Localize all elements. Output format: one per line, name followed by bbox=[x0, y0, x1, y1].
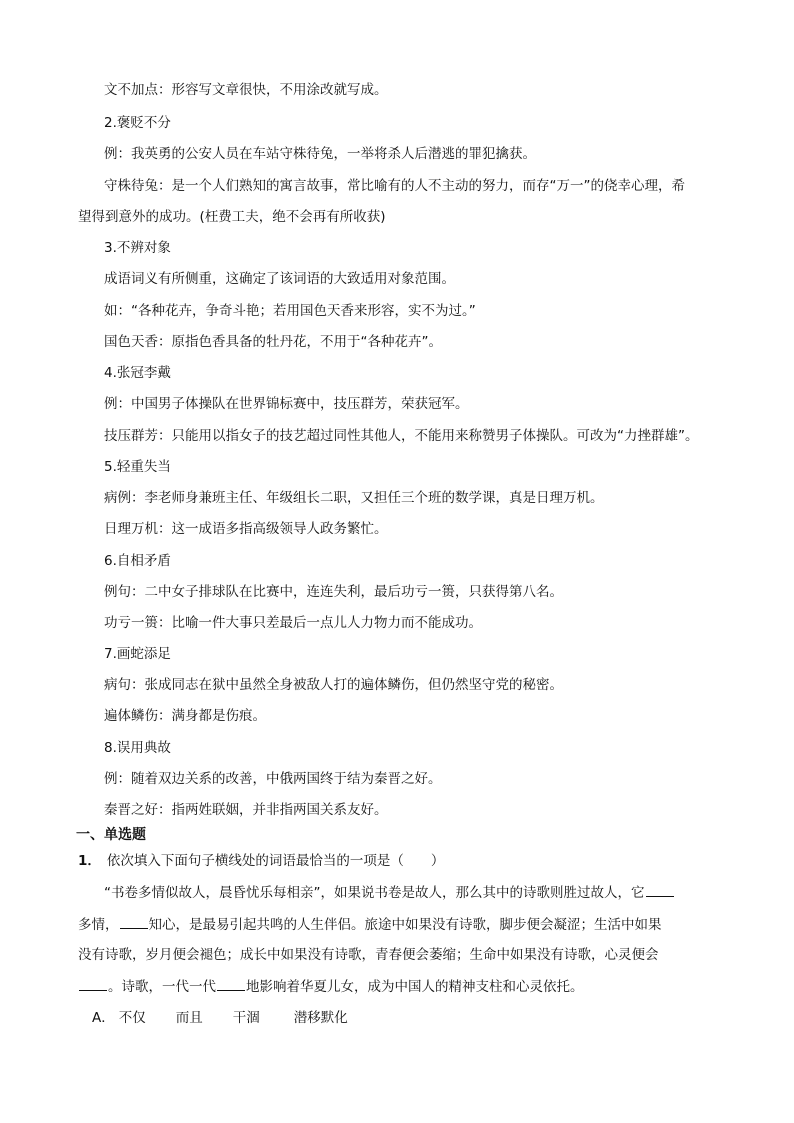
item-title: 2.褒贬不分 bbox=[104, 115, 171, 131]
question-number: 1． bbox=[78, 853, 101, 869]
option-word: 干涸 bbox=[232, 1010, 260, 1026]
item-example: 病例：李老师身兼班主任、年级组长二职，又担任三个班的数学课，真是日理万机。 bbox=[104, 490, 604, 506]
passage-text: 知心，是最易引起共鸣的人生伴侣。旅途中如果没有诗歌，脚步便会凝涩；生活中如果 bbox=[148, 917, 662, 933]
question-passage-line: 没有诗歌，岁月便会褪色；成长中如果没有诗歌，青春便会萎缩；生命中如果没有诗歌，心灵便会 bbox=[78, 947, 659, 963]
fill-blank-2 bbox=[120, 914, 148, 929]
item-title: 4.张冠李戴 bbox=[104, 365, 171, 381]
item-explanation: 功亏一篑：比喻一件大事只差最后一点儿人力物力而不能成功。 bbox=[104, 615, 482, 631]
item-title: 7.画蛇添足 bbox=[104, 646, 171, 662]
question-passage-line bbox=[104, 882, 675, 903]
item-title: 6.自相矛盾 bbox=[104, 553, 171, 569]
question-stem: 依次填入下面句子横线处的词语最恰当的一项是（ ） bbox=[106, 853, 445, 869]
item-explanation: 守株待兔：是一个人们熟知的寓言故事，常比喻有的人不主动的努力，而存“万一”的侥幸心理，希 bbox=[104, 178, 685, 194]
item-example: 例：随着双边关系的改善，中俄两国终于结为秦晋之好。 bbox=[104, 771, 442, 787]
passage-text: 多情， bbox=[78, 917, 119, 933]
option-word: 不仅 bbox=[118, 1010, 146, 1026]
passage-text: 地影响着华夏儿女，成为中国人的精神支柱和心灵依托。 bbox=[246, 979, 584, 995]
option-word: 潜移默化 bbox=[293, 1010, 348, 1026]
item-explanation: 国色天香：原指色香具备的牡丹花，不用于“各种花卉”。 bbox=[104, 334, 442, 350]
passage-text: “书卷多情似故人，晨昏忧乐每相亲”，如果说书卷是故人，那么其中的诗歌则胜过故人，它 bbox=[104, 885, 645, 901]
fill-blank-3 bbox=[79, 976, 107, 991]
fill-blank-4 bbox=[217, 976, 245, 991]
item-title: 3.不辨对象 bbox=[104, 240, 171, 256]
option-word: 而且 bbox=[175, 1010, 203, 1026]
item-explanation: 遍体鳞伤：满身都是伤痕。 bbox=[104, 708, 266, 724]
item-example: 例：中国男子体操队在世界锦标赛中，技压群芳，荣获冠军。 bbox=[104, 396, 469, 412]
answer-option-a[interactable] bbox=[92, 1008, 348, 1028]
item-explanation: 日理万机：这一成语多指高级领导人政务繁忙。 bbox=[104, 521, 388, 537]
item-example: 病句：张成同志在狱中虽然全身被敌人打的遍体鳞伤，但仍然坚守党的秘密。 bbox=[104, 677, 563, 693]
item-explanation: 秦晋之好：指两姓联姻，并非指两国关系友好。 bbox=[104, 802, 388, 818]
item-title: 5.轻重失当 bbox=[104, 459, 171, 475]
passage-text: 。诗歌，一代一代 bbox=[108, 979, 216, 995]
item-text: 成语词义有所侧重，这确定了该词语的大致适用对象范围。 bbox=[104, 271, 455, 287]
option-label: A． bbox=[92, 1010, 115, 1026]
section-heading: 一、单选题 bbox=[76, 827, 146, 843]
item-example: 如：“各种花卉，争奇斗艳；若用国色天香来形容，实不为过。” bbox=[104, 303, 476, 319]
item-example: 例：我英勇的公安人员在车站守株待兔，一举将杀人后潜逃的罪犯擒获。 bbox=[104, 146, 536, 162]
fill-blank-1 bbox=[646, 882, 674, 897]
item-explanation-continued: 望得到意外的成功。(枉费工夫，绝不会再有所收获) bbox=[78, 209, 386, 225]
note-line: 文不加点：形容写文章很快，不用涂改就写成。 bbox=[104, 82, 388, 98]
item-example: 例句：二中女子排球队在比赛中，连连失利，最后功亏一篑，只获得第八名。 bbox=[104, 584, 563, 600]
item-explanation: 技压群芳：只能用以指女子的技艺超过同性其他人，不能用来称赞男子体操队。可改为“力挫群雄”。 bbox=[104, 428, 699, 444]
item-title: 8.误用典故 bbox=[104, 740, 171, 756]
question-stem-line bbox=[78, 851, 444, 871]
question-passage-line bbox=[78, 976, 584, 997]
question-passage-line bbox=[78, 914, 662, 935]
